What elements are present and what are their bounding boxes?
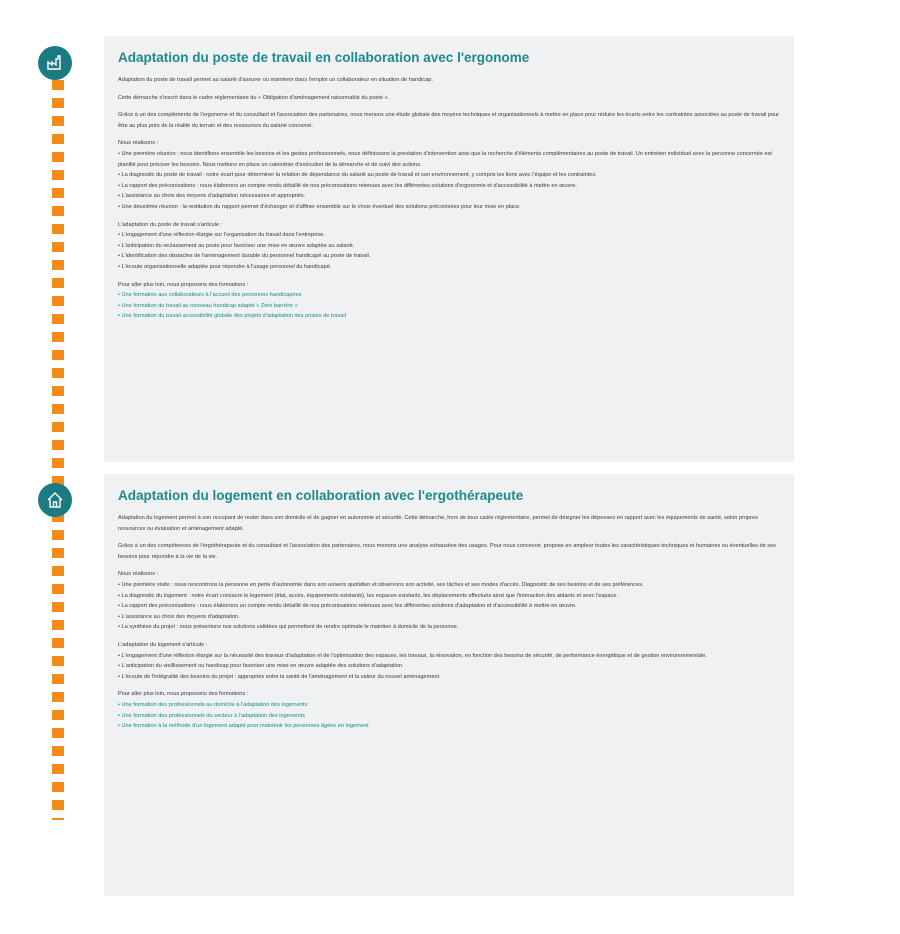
list-item: • La diagnostic du logement : notre écart consacre le logement (état, accès, équipements existants), les espaces existants, les déplacements effectués ainsi que l'interaction des aidants et avec l'espace. (118, 592, 618, 599)
list-item: • L'engagement d'une réflexion élargie sur la nécessité des travaux d'adaptation et de l'optimisation des espaces, les travaux, la rénovation, en fonction des besoins de sécurité, de performance énergétique et de gestion environnementale. (118, 652, 707, 659)
list-item: • La rapport des préconisations : nous élaborons un compte rendu détaillé de nos préconisations retenues avec les différentes solutions d'adaptation et d'accessibilité à mettre en œuvre. (118, 603, 577, 610)
training-link[interactable]: • Une formation du travail accessibilité globale des projets d'adaptation des postes de travail (118, 313, 346, 320)
benefits-intro: L'adaptation du poste de travail s'articule : (118, 221, 223, 228)
list-item: • L'identification des obstacles de l'aménagement durable du personnel handicapé au poste de travail. (118, 253, 371, 260)
list-item: • Une deuxième réunion : la restitution du rapport permet d'échanger et d'affiner ensemble sur le choix éventuel des solutions préconisées pour leur mise en place. (118, 203, 521, 210)
training-link[interactable]: • Une formation à la méthode d'un logement adapté pour maintenir les personnes âgées en logement (118, 723, 369, 730)
links-list (118, 290, 780, 322)
items-list (118, 580, 780, 633)
intro-paragraph: Cette démarche s'inscrit dans le cadre réglementaire du « Obligation d'aménagement raisonnable du poste ». (118, 94, 390, 101)
links-intro: Pour aller plus loin, nous proposons des formations : (118, 691, 249, 698)
training-link[interactable]: • Une formation des professionnels au domicile à l'adaptation des logements (118, 701, 308, 708)
section-2-marker (38, 483, 72, 517)
links-intro: Pour aller plus loin, nous proposons des formations : (118, 281, 249, 288)
list-item: • Une première visite : nous rencontrons la personne en perte d'autonomie dans son univers quotidien et observons son activité, ses tâches et ses modes d'accès. Diagnostic de ses besoins et de ses préférences. (118, 581, 644, 588)
list-item: • Une première réunion : nous identifions ensemble les besoins et les gestes professionnels, nous définissons la prestation d'intervention ainsi que la recherche d'éléments complémentaires au poste de travail. Un entretien individuel avec la personne concernée est planifié pour préciser les besoins. Nous mettons en place un calendrier d'exécution de la démarche et de suivi des actions. (118, 150, 772, 168)
section-card-housing (104, 474, 794, 896)
section-title: Adaptation du poste de travail en collaboration avec l'ergonome (118, 50, 530, 65)
list-item: • La diagnostic du poste de travail : notre écart pour déterminer la relation de dépendance du salarié au poste de travail et son environnement, y compris les liens avec l'équipe et les contraintes. (118, 172, 597, 179)
training-link[interactable]: • Une formation des professionnels du secteur à l'adaptation des logements (118, 712, 306, 719)
items-list (118, 149, 780, 213)
timeline-track (52, 80, 64, 820)
intro-paragraph: Grâce à un des compléments de l'ergonome et du consultant et l'association des partenaires, nous menons une étude globale des moyens techniques et organisationnels à mettre en place pour réduire les écarts entre les contraintes associées au poste de travail pour être au plus près de la réalité du terrain et des ressources du salarié concerné. (118, 112, 780, 129)
list-item: • La rapport des préconisations : nous élaborons un compte rendu détaillé de nos préconisations retenues avec les différentes solutions d'ergonomie et d'accessibilité à mettre en œuvre. (118, 182, 577, 189)
list-item: • L'assistance au choix des moyens d'adaptation. (118, 613, 240, 620)
training-link[interactable]: • Une formation aux collaborateurs à l'accueil des personnes handicapées (118, 292, 302, 299)
links-list (118, 700, 780, 732)
section-1-marker (38, 46, 72, 80)
section-card-workstation (104, 36, 794, 462)
items-intro: Nous réalisons : (118, 140, 159, 147)
intro-paragraph: Adaptation du poste de travail permet au salarié d'assurer ou maintenir dans l'emploi un collaborateur en situation de handicap. (118, 77, 433, 83)
list-item: • L'assistance au choix des moyens d'adaptation nécessaires et appropriés. (118, 193, 306, 200)
intro-paragraph: Adaptation du logement permet à son occupant de rester dans son domicile et de gagner en autonomie et sécurité. Cette démarche, hors de tous cadre réglementaire, permet de désigner les dépenses en rapport avec les équipements de santé, selon propres ressources ou évaluation et aménagement adapté. (118, 515, 758, 532)
list-item: • L'engagement d'une réflexion élargie sur l'organisation du travail dans l'entreprise. (118, 232, 325, 239)
list-item: • L'écoute organisationnelle adaptée pour répondre à l'usage personnel du handicapé. (118, 263, 332, 270)
home-icon (45, 490, 65, 510)
section-title: Adaptation du logement en collaboration avec l'ergothérapeute (118, 488, 524, 503)
list-item: • L'écoute de l'intégralité des besoins du projet : appropriés entre la santé de l'aménagement et la valeur du nouvel aménagement. (118, 673, 441, 680)
factory-icon (45, 53, 65, 73)
list-item: • La synthèse du projet : nous présentons nos solutions validées qui permettent de rendre optimale le maintien à domicile de la personne. (118, 624, 459, 631)
list-item: • L'anticipation du reclassement au poste pour favoriser une mise en œuvre adaptée au salarié. (118, 242, 355, 249)
benefits-list (118, 651, 780, 683)
benefits-intro: L'adaptation du logement s'articule : (118, 641, 208, 648)
list-item: • L'anticipation du vieillissement ou handicap pour favoriser une mise en œuvre adaptée des solutions d'adaptation. (118, 663, 404, 670)
intro-paragraph: Grâce à un des compétences de l'ergothérapeute et du consultant et l'association des partenaires, nous menons une analyse exhaustive des usages. Pour nous concevoir, propose en ampleur toutes les caractéristiques techniques et humaines ou éventuelles de ses besoins pour répondre à la vie de la vie. (118, 543, 776, 560)
items-intro: Nous réalisons : (118, 571, 159, 578)
benefits-list (118, 230, 780, 272)
training-link[interactable]: • Une formation du travail au nouveau handicap adapté « Zéro barrière » (118, 302, 298, 309)
